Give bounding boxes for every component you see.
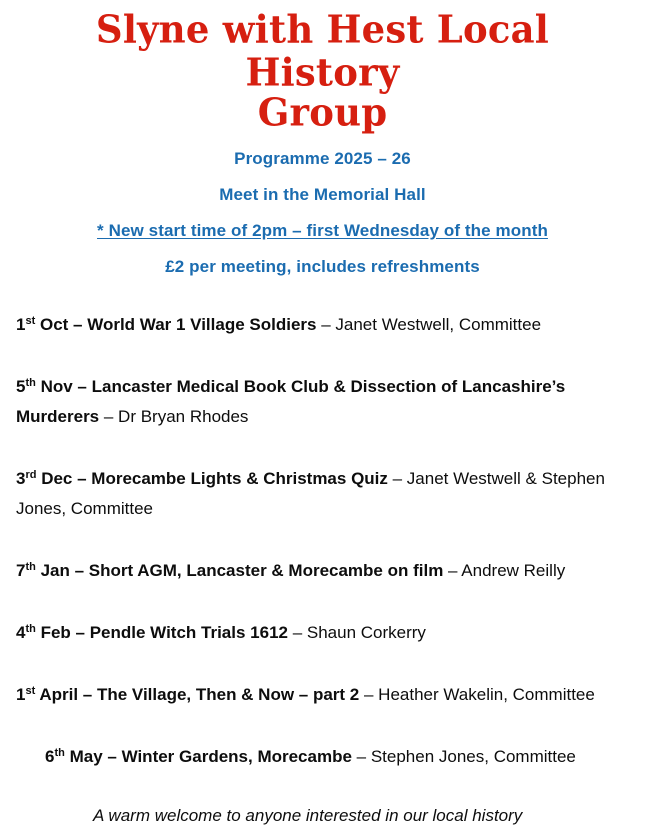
event-ordinal: th bbox=[25, 623, 36, 635]
event-speaker: – Dr Bryan Rhodes bbox=[99, 407, 249, 426]
event-month: Nov – bbox=[35, 377, 92, 396]
event-speaker: – Janet Westwell, Committee bbox=[316, 315, 542, 334]
event-month: April – bbox=[35, 685, 97, 704]
event-ordinal: st bbox=[25, 685, 36, 697]
event-speaker: – Stephen Jones, Committee bbox=[351, 747, 576, 766]
event-month: Dec – bbox=[36, 469, 92, 488]
event-topic: Short AGM, Lancaster & Morecambe on film bbox=[88, 561, 444, 580]
event-topic: Winter Gardens, Morecambe bbox=[121, 747, 352, 766]
event-month: Oct – bbox=[35, 315, 88, 334]
event-date bbox=[16, 377, 92, 396]
event-speaker: – Andrew Reilly bbox=[443, 561, 566, 580]
programme-year: Programme 2025 – 26 bbox=[234, 149, 411, 168]
event-entry bbox=[16, 372, 631, 432]
event-topic: Pendle Witch Trials 1612 bbox=[89, 623, 288, 642]
event-ordinal: th bbox=[25, 377, 36, 389]
title-line-2: Group bbox=[257, 89, 388, 135]
event-topic: Morecambe Lights & Christmas Quiz bbox=[91, 469, 388, 488]
event-date bbox=[16, 561, 89, 580]
event-day: 1 bbox=[16, 685, 26, 704]
event-day: 5 bbox=[16, 377, 26, 396]
event-day: 6 bbox=[45, 747, 55, 766]
event-speaker: – Shaun Corkerry bbox=[287, 623, 426, 642]
event-ordinal: rd bbox=[25, 469, 37, 481]
event-entry bbox=[16, 464, 631, 524]
title-line-1: Slyne with Hest Local History bbox=[95, 6, 550, 95]
event-speaker: – Heather Wakelin, Committee bbox=[359, 685, 595, 704]
event-date bbox=[16, 315, 87, 334]
events-list bbox=[0, 310, 645, 772]
event-entry bbox=[16, 680, 631, 710]
venue-line: Meet in the Memorial Hall bbox=[219, 185, 426, 204]
event-month: Feb – bbox=[35, 623, 90, 642]
start-time-note: * New start time of 2pm – first Wednesday of the month bbox=[97, 221, 548, 240]
event-date bbox=[16, 623, 90, 642]
event-date bbox=[16, 469, 91, 488]
intro-block bbox=[0, 149, 645, 277]
event-day: 7 bbox=[16, 561, 26, 580]
event-topic: World War 1 Village Soldiers bbox=[87, 315, 317, 334]
event-speaker: – Janet Westwell & Stephen Jones, Committee bbox=[16, 469, 605, 518]
event-month: Jan – bbox=[35, 561, 89, 580]
event-entry bbox=[16, 618, 631, 648]
page-title bbox=[0, 0, 645, 133]
event-ordinal: th bbox=[25, 561, 36, 573]
event-entry bbox=[16, 310, 631, 340]
event-day: 3 bbox=[16, 469, 26, 488]
event-topic: The Village, Then & Now – part 2 bbox=[96, 685, 360, 704]
event-ordinal: th bbox=[54, 747, 65, 759]
event-date bbox=[16, 685, 97, 704]
closing-note: A warm welcome to anyone interested in our local history bbox=[93, 806, 523, 825]
event-entry bbox=[16, 556, 631, 586]
event-date bbox=[45, 747, 122, 766]
event-entry bbox=[16, 742, 631, 772]
event-day: 1 bbox=[16, 315, 26, 334]
event-ordinal: st bbox=[25, 315, 36, 327]
price-line: £2 per meeting, includes refreshments bbox=[165, 257, 480, 276]
event-month: May – bbox=[64, 747, 122, 766]
event-day: 4 bbox=[16, 623, 26, 642]
event-topic: Lancaster Medical Book Club & Dissection of Lancashire’s Murderers bbox=[16, 377, 566, 426]
